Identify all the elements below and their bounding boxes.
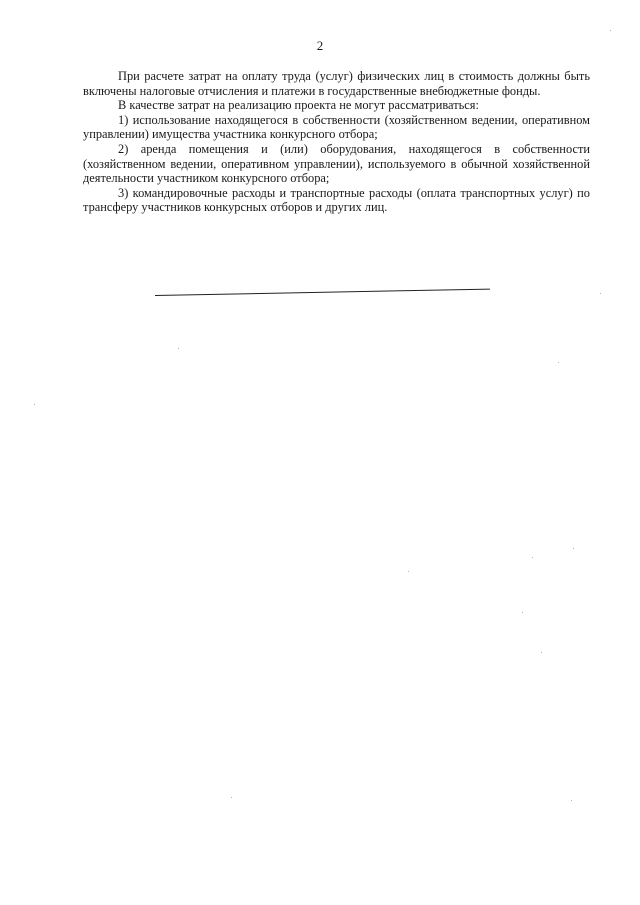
list-item-travel-expenses: 3) командировочные расходы и транспортные расходы (оплата транспортных услуг) по трансферу участников конкурсных отборов и других лиц. <box>83 185 590 215</box>
scan-speck <box>558 362 559 363</box>
scan-speck <box>231 797 232 798</box>
document-body <box>83 69 590 215</box>
scan-speck <box>571 800 572 801</box>
paragraph-excluded-costs-intro: В качестве затрат на реализацию проекта не могут рассматриваться: <box>118 98 479 113</box>
list-item-rent: 2) аренда помещения и (или) оборудования, находящегося в собственности (хозяйственном ведении, оперативном управлении), используемого в обычной хозяйственной деятельности участником конкурсного отбора; <box>83 141 590 186</box>
scan-speck <box>178 348 179 349</box>
scan-speck <box>532 557 533 558</box>
list-item-property-use: 1) использование находящегося в собственности (хозяйственном ведении, оперативном управлении) имущества участника конкурсного отбора; <box>83 112 590 142</box>
scan-speck <box>541 652 542 653</box>
scan-speck <box>600 293 601 294</box>
scan-speck <box>573 548 574 549</box>
scan-speck <box>610 30 611 31</box>
closing-rule-line <box>155 289 490 296</box>
page-number: 2 <box>316 38 324 53</box>
scan-speck <box>522 612 523 613</box>
scan-speck <box>408 571 409 572</box>
paragraph-labor-costs: При расчете затрат на оплату труда (услуг) физических лиц в стоимость должны быть включены налоговые отчисления и платежи в государственные внебюджетные фонды. <box>83 69 590 98</box>
scan-speck <box>34 404 35 405</box>
